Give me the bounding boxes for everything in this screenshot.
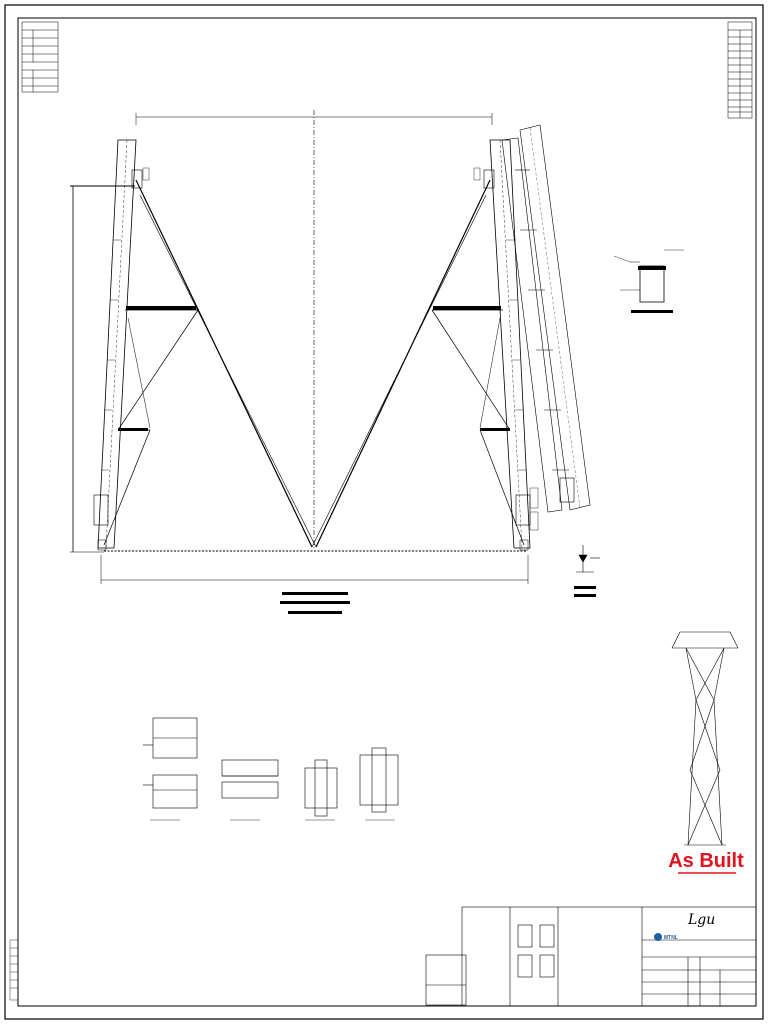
section-details: [143, 718, 398, 820]
revision-table-right: [728, 22, 752, 118]
support-detail: [614, 250, 684, 313]
client-logo-text: MTNL: [664, 935, 678, 941]
margin-legend: [10, 940, 18, 1000]
revision-table-left: [22, 22, 58, 92]
as-built-stamp: [668, 850, 744, 873]
leg-detail-view: [502, 125, 590, 512]
level-marker: [574, 545, 600, 597]
client-logo: [654, 933, 678, 941]
as-built-label: As Built: [668, 850, 744, 872]
member-marks: [101, 240, 526, 470]
tower-keyplan: [672, 632, 738, 845]
outer-border: [5, 5, 763, 1019]
truss-elevation: [70, 110, 538, 584]
approval-signature: Lgu: [688, 912, 716, 928]
elevation-caption: [280, 592, 350, 614]
inner-border: [18, 18, 756, 1006]
